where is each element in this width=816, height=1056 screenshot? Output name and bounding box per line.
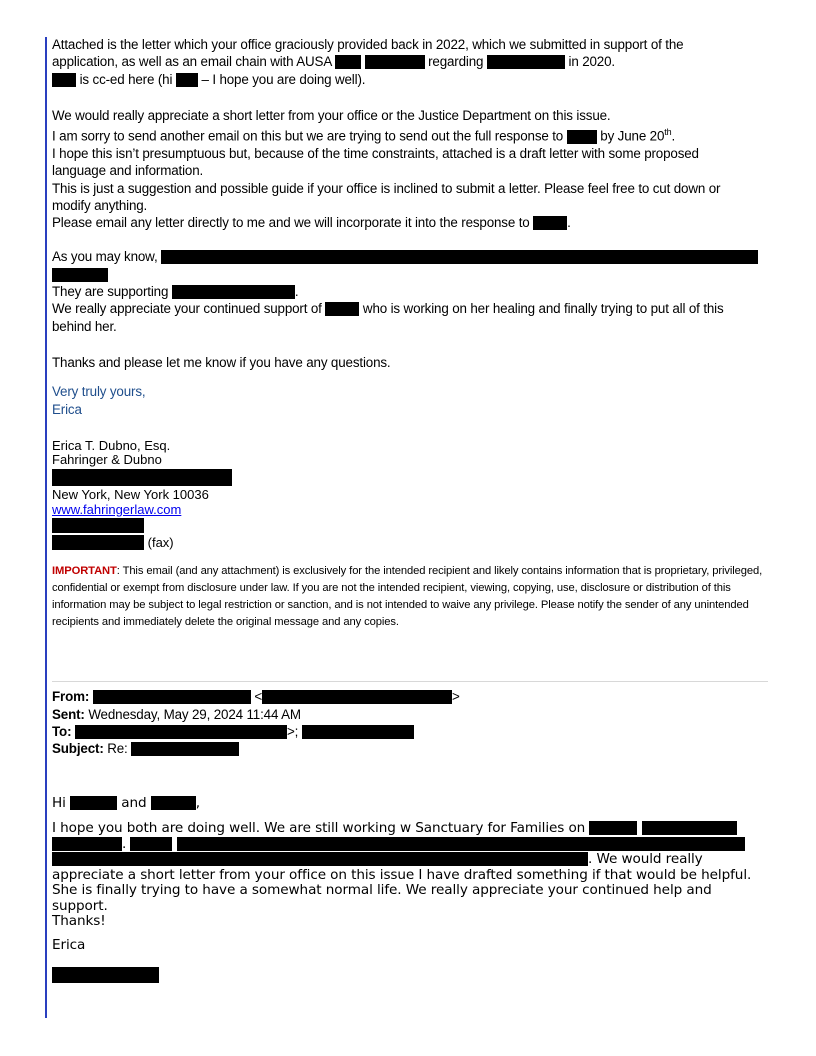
redaction (52, 268, 108, 282)
redaction (487, 55, 565, 69)
redaction (52, 469, 232, 486)
message-separator (52, 681, 768, 682)
redaction (335, 55, 361, 69)
body-line: Attached is the letter which your office graciously provided back in 2022, which we submitted in support of the (52, 37, 684, 52)
redaction (533, 216, 567, 230)
body-line: is cc-ed here (hi – I hope you are doing well). (52, 71, 768, 88)
body-line: I hope this isn’t presumptuous but, because of the time constraints, attached is a draft letter with some proposed (52, 145, 699, 161)
redaction (262, 690, 452, 704)
disclaimer (52, 563, 768, 631)
body-line: They are supporting . (52, 284, 299, 300)
body-line (52, 266, 768, 283)
redaction (131, 742, 239, 756)
redaction (177, 837, 745, 851)
signature-block (52, 438, 768, 552)
body-line: application, as well as an email chain with AUSA regarding in 2020. (52, 54, 615, 70)
redaction (589, 821, 637, 835)
redaction (302, 725, 414, 739)
body-line: We really appreciate your continued support of who is working on her healing and finally trying to put all of this (52, 301, 724, 317)
email-body-original (52, 796, 768, 985)
redaction (52, 73, 76, 87)
quote-bar (45, 37, 47, 1018)
website-link[interactable]: www.fahringerlaw.com (52, 501, 182, 517)
body-line: Please email any letter directly to me and we will incorporate it into the response to . (52, 215, 571, 231)
body-line: As you may know, (52, 248, 768, 265)
redaction (130, 837, 172, 851)
body-line: She is finally trying to have a somewhat normal life. We really appreciate your continued help and (52, 882, 712, 898)
header-subject: Subject: Re: (52, 740, 768, 757)
redaction (93, 690, 251, 704)
body-line: I hope you both are doing well. We are still working w Sanctuary for Families on (52, 821, 768, 837)
header-sent: Sent: Wednesday, May 29, 2024 11:44 AM (52, 706, 301, 722)
redaction (325, 302, 359, 316)
sign-name: Erica (52, 936, 86, 953)
email-document (52, 36, 768, 985)
signature-firm: Fahringer & Dubno (52, 452, 162, 468)
header-to: To: >; (52, 723, 768, 740)
body-line: modify anything. (52, 197, 148, 213)
message-header (52, 688, 768, 757)
disclaimer-label: IMPORTANT (52, 565, 117, 578)
signature-redacted (52, 967, 768, 985)
body-line: This is just a suggestion and possible guide if your office is inclined to submit a letter. Please feel free to cut down or (52, 180, 721, 196)
greeting: Hi and , (52, 794, 201, 811)
redaction (172, 285, 295, 299)
redaction (52, 518, 144, 533)
body-line: Thanks! (52, 913, 106, 929)
redaction (151, 796, 196, 810)
signature-city: New York, New York 10036 (52, 487, 209, 503)
redaction (70, 796, 117, 810)
body-line: appreciate a short letter from your office on this issue I have drafted something if that would be helpful. (52, 866, 752, 883)
redaction (642, 821, 737, 835)
redaction (176, 73, 198, 87)
disclaimer-text: : This email (and any attachment) is exclusively for the intended recipient and likely contains information that is proprietary, privileged, confidential or exempt from disclosure under law. If you are not the intended recipient, viewing, copying, use, disclosure or distribution of this information may be subject to legal restriction or sanction, and is not intended to waive any privilege. Please notify the sender of any unintended recipients and immediately delete the original message and any copies. (52, 565, 763, 629)
redaction (52, 837, 122, 851)
body-line: behind her. (52, 318, 117, 334)
signature-phone (52, 518, 768, 535)
email-body-reply (52, 36, 768, 418)
header-from: From: < > (52, 689, 460, 705)
redaction (161, 250, 758, 264)
body-line: . We would really (52, 852, 768, 868)
signature-name: Erica T. Dubno, Esq. (52, 437, 171, 453)
redaction (52, 535, 144, 550)
body-line: I am sorry to send another email on this but we are trying to send out the full response to by June 20th. (52, 127, 676, 144)
body-line: language and information. (52, 163, 204, 179)
redaction (567, 130, 597, 144)
body-line: We would really appreciate a short letter from your office or the Justice Department on this issue. (52, 107, 611, 123)
redaction (52, 852, 588, 866)
redaction (365, 55, 425, 69)
redaction (75, 725, 287, 739)
sign-name: Erica (52, 401, 82, 417)
signature-address (52, 469, 768, 488)
signature-fax: (fax) (52, 535, 768, 552)
redaction (52, 967, 159, 983)
closing-line: Thanks and please let me know if you have any questions. (52, 354, 391, 370)
body-line: support. (52, 897, 108, 914)
body-line: . (52, 837, 768, 853)
valediction: Very truly yours, (52, 384, 146, 400)
